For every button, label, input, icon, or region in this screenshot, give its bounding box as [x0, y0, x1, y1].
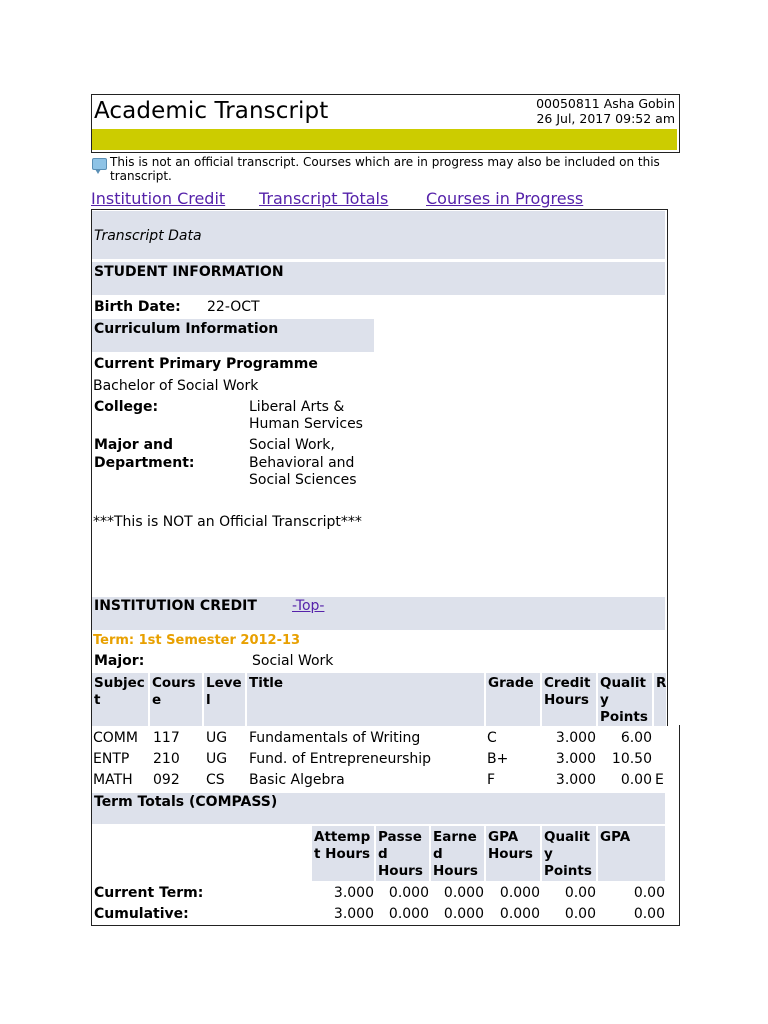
major-value-line3: Social Sciences — [249, 472, 357, 488]
info-speech-bubble-icon — [92, 158, 107, 170]
cell-level: UG — [206, 751, 228, 767]
totals-passed: 0.000 — [388, 906, 429, 922]
notice-text: This is not an official transcript. Courses which are in progress may also be included on this transcript. — [110, 155, 660, 183]
totals-label: Cumulative: — [94, 906, 189, 922]
cell-title: Fund. of Entrepreneurship — [249, 751, 432, 767]
programme-value: Bachelor of Social Work — [93, 378, 259, 394]
col-attempt-hours: Attemp t Hours — [314, 829, 371, 862]
cell-grade: F — [487, 772, 496, 788]
totals-gpa-hours: 0.000 — [499, 885, 540, 901]
cell-level: CS — [206, 772, 225, 788]
top-link[interactable]: -Top- — [292, 598, 325, 614]
cell-subject: ENTP — [93, 751, 130, 767]
cell-grade: B+ — [487, 751, 509, 767]
cell-level: UG — [206, 730, 228, 746]
col-quality-points: Qualit y Points — [600, 675, 648, 725]
col-gpa: GPA — [600, 829, 631, 845]
cell-course: 117 — [153, 730, 180, 746]
cell-title: Basic Algebra — [249, 772, 345, 788]
col-grade: Grade — [488, 675, 534, 691]
major-label-line1: Major and — [94, 437, 174, 453]
link-transcript-totals[interactable]: Transcript Totals — [259, 189, 389, 208]
major-label: Major: — [94, 653, 145, 669]
cell-points: 6.00 — [620, 730, 652, 746]
link-courses-in-progress[interactable]: Courses in Progress — [426, 189, 584, 208]
cell-r: E — [655, 772, 664, 788]
header-accent-bar — [92, 129, 677, 150]
college-label: College: — [94, 399, 159, 415]
term-totals-heading: Term Totals (COMPASS) — [94, 794, 278, 810]
major-label-line2: Department: — [94, 455, 195, 471]
section-title: Transcript Data — [94, 228, 202, 244]
programme-heading: Current Primary Programme — [94, 356, 318, 372]
col-credit-hours: Credit Hours — [544, 675, 591, 708]
totals-points: 0.00 — [564, 885, 596, 901]
totals-points: 0.00 — [564, 906, 596, 922]
totals-attempt: 3.000 — [333, 906, 374, 922]
not-official-notice: ***This is NOT an Official Transcript*** — [93, 514, 362, 530]
college-value-line1: Liberal Arts & — [249, 399, 345, 415]
birth-date-value: 22-OCT — [207, 299, 260, 315]
birth-date-label: Birth Date: — [94, 299, 181, 315]
col-passed-hours: Passe d Hours — [378, 829, 423, 879]
page-title: Academic Transcript — [94, 98, 329, 124]
col-earned-hours: Earne d Hours — [433, 829, 478, 879]
cell-course: 092 — [153, 772, 180, 788]
totals-attempt: 3.000 — [333, 885, 374, 901]
cell-credit: 3.000 — [555, 730, 596, 746]
col-title: Title — [249, 675, 284, 691]
totals-passed: 0.000 — [388, 885, 429, 901]
timestamp: 26 Jul, 2017 09:52 am — [536, 111, 675, 126]
col-subject: Subjec t — [94, 675, 145, 708]
college-value-line2: Human Services — [249, 416, 363, 432]
cell-points: 0.00 — [620, 772, 652, 788]
col-level: Leve l — [206, 675, 242, 708]
cell-course: 210 — [153, 751, 180, 767]
institution-credit-heading: INSTITUTION CREDIT — [94, 598, 257, 614]
col-quality-points: Qualit y Points — [544, 829, 592, 879]
col-r: R — [656, 675, 667, 691]
cell-title: Fundamentals of Writing — [249, 730, 421, 746]
totals-gpa-hours: 0.000 — [499, 906, 540, 922]
major-value-line1: Social Work, — [249, 437, 335, 453]
user-info — [536, 96, 675, 126]
totals-gpa: 0.00 — [633, 906, 665, 922]
major-value-line2: Behavioral and — [249, 455, 355, 471]
user-id-name: 00050811 Asha Gobin — [536, 96, 675, 111]
cell-credit: 3.000 — [555, 751, 596, 767]
term-label: Term: 1st Semester 2012-13 — [93, 633, 301, 648]
totals-label: Current Term: — [94, 885, 204, 901]
totals-earned: 0.000 — [443, 906, 484, 922]
link-institution-credit[interactable]: Institution Credit — [91, 189, 226, 208]
cell-subject: MATH — [93, 772, 133, 788]
totals-earned: 0.000 — [443, 885, 484, 901]
col-course: Cours e — [152, 675, 196, 708]
cell-points: 10.50 — [611, 751, 652, 767]
student-info-heading: STUDENT INFORMATION — [94, 264, 284, 280]
cell-credit: 3.000 — [555, 772, 596, 788]
major-value: Social Work — [252, 653, 334, 669]
cell-grade: C — [487, 730, 497, 746]
cell-subject: COMM — [93, 730, 138, 746]
col-gpa-hours: GPA Hours — [488, 829, 533, 862]
curriculum-heading: Curriculum Information — [94, 321, 279, 337]
totals-gpa: 0.00 — [633, 885, 665, 901]
